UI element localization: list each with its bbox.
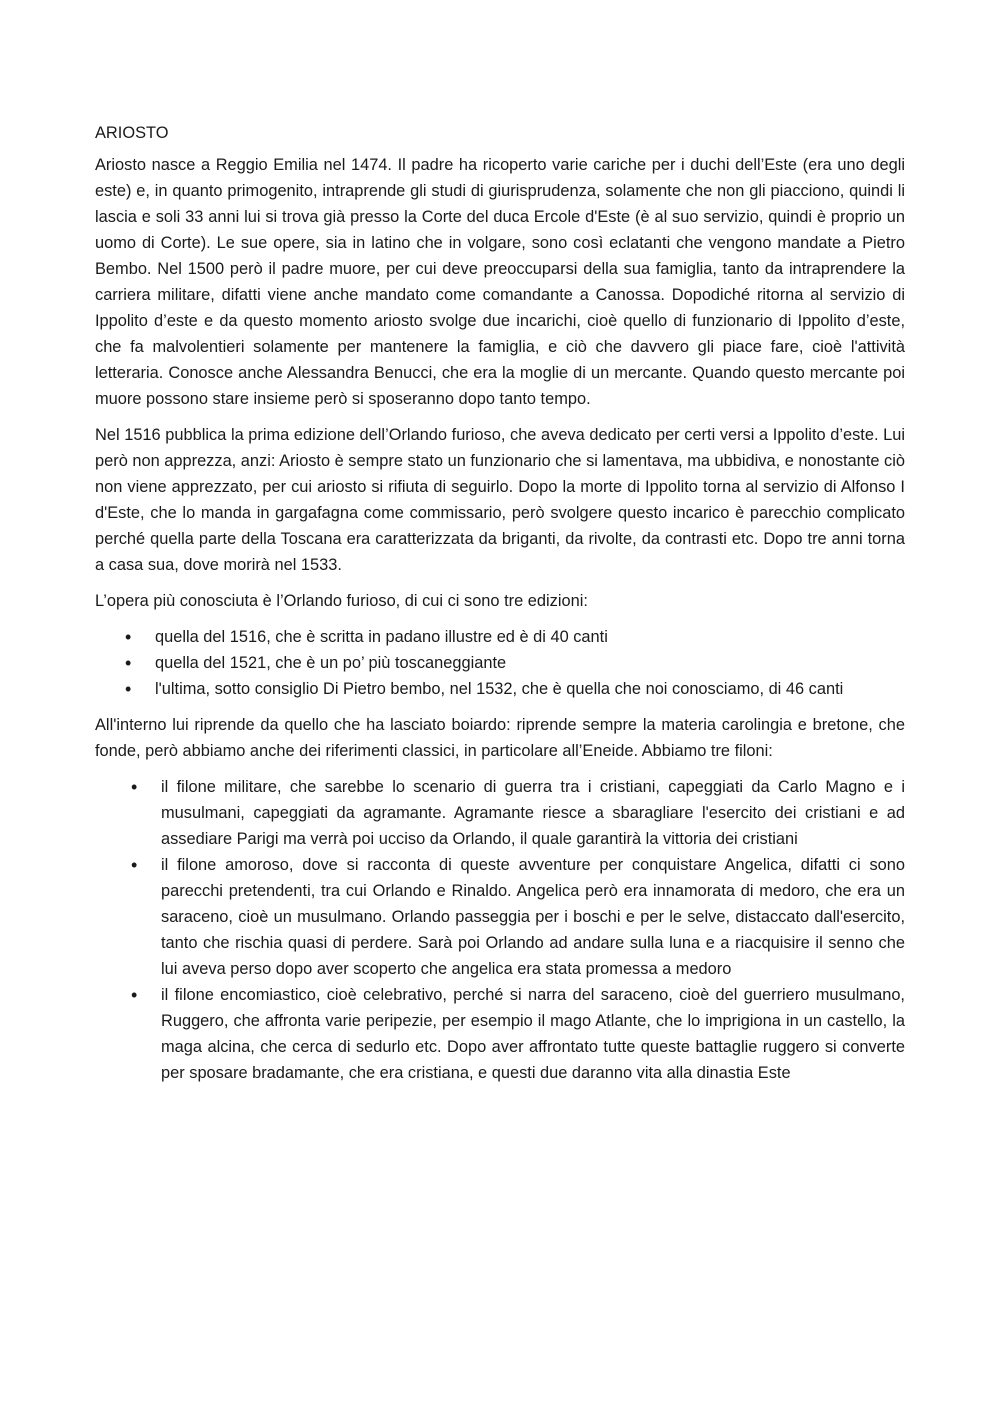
list-item: • l'ultima, sotto consiglio Di Pietro bembo, nel 1532, che è quella che noi conosciamo, di 46 canti: [95, 676, 905, 702]
document-page: [95, 120, 905, 1096]
editions-list: [95, 624, 905, 702]
list-item: • il filone encomiastico, cioè celebrativo, perché si narra del saraceno, cioè del guerriero musulmano, Ruggero, che affronta varie peripezie, per esempio il mago Atlante, che lo imprigiona in un castello, la maga alcina, che cerca di sedurlo etc. Dopo aver affrontato tutte queste battaglie ruggero si converte per sposare bradamante, che era cristiana, e questi due daranno vita alla dinastia Este: [95, 982, 905, 1086]
filoni-list: [95, 774, 905, 1086]
document-title: ARIOSTO: [95, 124, 169, 142]
paragraph-orlando-furioso: Nel 1516 pubblica la prima edizione dell’Orlando furioso, che aveva dedicato per certi versi a Ippolito d’este. Lui però non apprezza, anzi: Ariosto è sempre stato un funzionario che si lamentava, ma ubbidiva, e nonostante ciò non viene apprezzato, per cui ariosto si rifiuta di seguirlo. Dopo la morte di Ippolito torna al servizio di Alfonso I d'Este, che lo manda in gargafagna come commissario, però svolgere questo incarico è parecchio complicato perché quella parte della Toscana era caratterizzata da briganti, da rivolte, da contrasti etc. Dopo tre anni torna a casa sua, dove morirà nel 1533.: [95, 426, 905, 574]
list-item: • il filone amoroso, dove si racconta di queste avventure per conquistare Angelica, difatti ci sono parecchi pretendenti, tra cui Orlando e Rinaldo. Angelica però era innamorata di medoro, che era un saraceno, cioè un musulmano. Orlando passeggia per i boschi e per le selve, distaccato dall'esercito, tanto che rischia quasi di perdere. Sarà poi Orlando ad andare sulla luna e a riacquisire il senno che lui aveva perso dopo aver scoperto che angelica era stata promessa a medoro: [95, 852, 905, 982]
paragraph-biography: Ariosto nasce a Reggio Emilia nel 1474. Il padre ha ricoperto varie cariche per i duchi dell’Este (era uno degli este) e, in quanto primogenito, intraprende gli studi di giurisprudenza, solamente che non gli piacciono, quindi li lascia e soli 33 anni lui si trova già presso la Corte del duca Ercole d'Este (è al suo servizio, quindi è proprio un uomo di Corte). Le sue opere, sia in latino che in volgare, sono così eclatanti che vengono mandate a Pietro Bembo. Nel 1500 però il padre muore, per cui deve preoccuparsi della sua famiglia, tanto da intraprendere la carriera militare, difatti viene anche mandato come comandante a Canossa. Dopodiché ritorna al servizio di Ippolito d’este e da questo momento ariosto svolge due incarichi, cioè quello di funzionario di Ippolito d’este, che fa malvolentieri solamente per mantenere la famiglia, e ciò che davvero gli piace fare, cioè l'attività letteraria. Conosce anche Alessandra Benucci, che era la moglie di un mercante. Quando questo mercante poi muore possono stare insieme però si sposeranno dopo tanto tempo.: [95, 156, 905, 408]
list-item: • quella del 1521, che è un po’ più toscaneggiante: [95, 650, 905, 676]
list-item: • quella del 1516, che è scritta in padano illustre ed è di 40 canti: [95, 624, 905, 650]
list-item: • il filone militare, che sarebbe lo scenario di guerra tra i cristiani, capeggiati da Carlo Magno e i musulmani, capeggiati da agramante. Agramante riesce a sbaragliare l'esercito dei cristiani e ad assediare Parigi ma verrà poi ucciso da Orlando, il quale garantirà la vittoria dei cristiani: [95, 774, 905, 852]
paragraph-filoni-intro: All'interno lui riprende da quello che ha lasciato boiardo: riprende sempre la materia carolingia e bretone, che fonde, però abbiamo anche dei riferimenti classici, in particolare all’Eneide. Abbiamo tre filoni:: [95, 716, 905, 760]
paragraph-editions-intro: L’opera più conosciuta è l’Orlando furioso, di cui ci sono tre edizioni:: [95, 592, 588, 610]
